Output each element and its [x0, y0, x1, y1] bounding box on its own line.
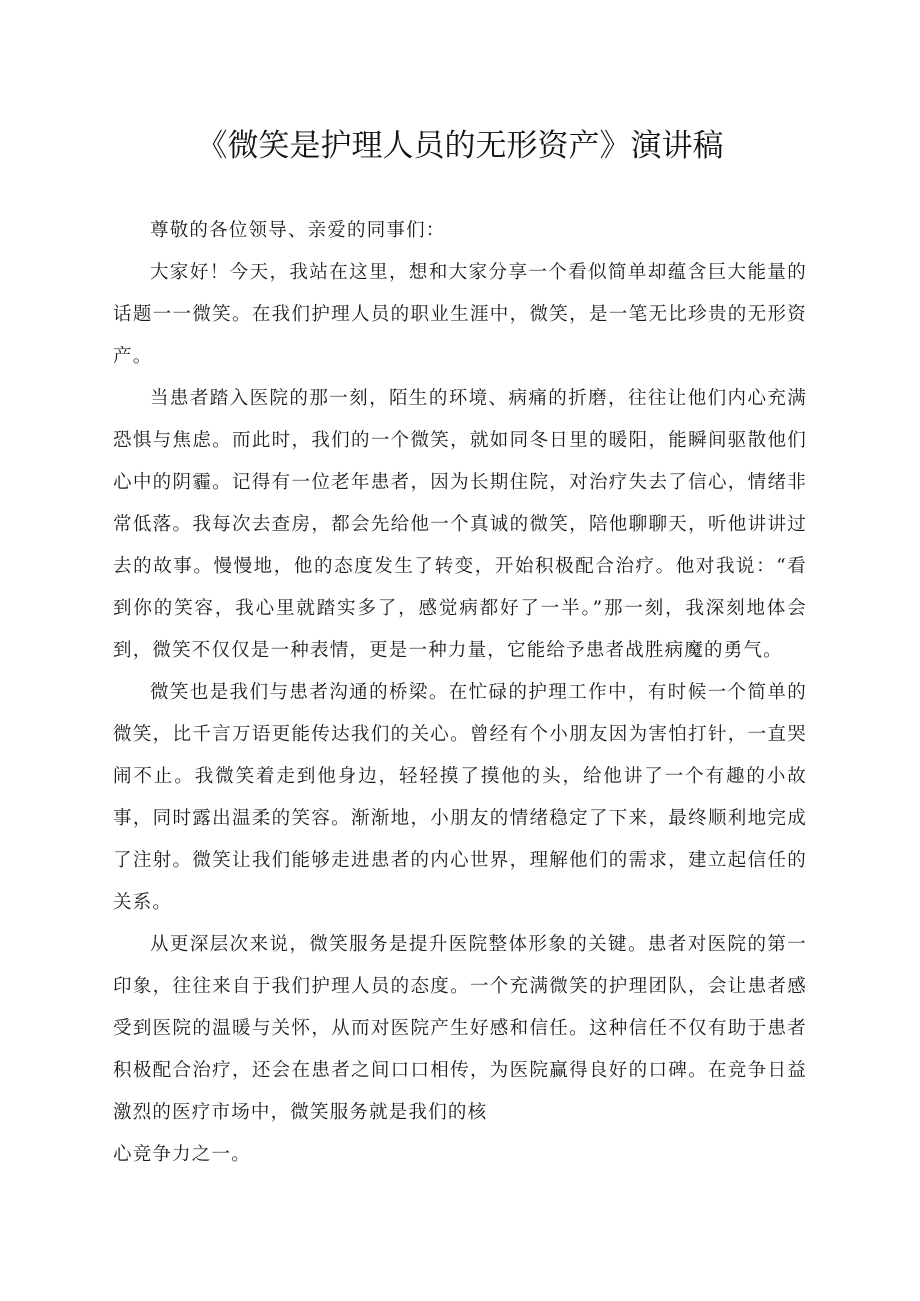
- document-body: [113, 210, 807, 1176]
- paragraph-2: 当患者踏入医院的那一刻，陌生的环境、病痛的折磨，往往让他们内心充满恐惧与焦虑。而此时，我们的一个微笑，就如同冬日里的暖阳，能瞬间驱散他们心中的阴霾。记得有一位老年患者，因为长期住院，对治疗失去了信心，情绪非常低落。我每次去查房，都会先给他一个真诚的微笑，陪他聊聊天，听他讲讲过去的故事。慢慢地，他的态度发生了转变，开始积极配合治疗。他对我说：“看到你的笑容，我心里就踏实多了，感觉病都好了一半。”那一刻，我深刻地体会到，微笑不仅仅是一种表情，更是一种力量，它能给予患者战胜病魔的勇气。: [113, 388, 807, 661]
- paragraph-1: 大家好！今天，我站在这里，想和大家分享一个看似简单却蕴含巨大能量的话题一一微笑。在我们护理人员的职业生涯中，微笑，是一笔无比珍贵的无形资产。: [113, 262, 807, 367]
- paragraph-4-continuation: 心竞争力之一。: [113, 1144, 251, 1165]
- greeting-line: 尊敬的各位领导、亲爱的同事们：: [150, 220, 446, 241]
- document-title: 《微笑是护理人员的无形资产》演讲稿: [196, 128, 724, 164]
- paragraph-3: 微笑也是我们与患者沟通的桥梁。在忙碌的护理工作中，有时候一个简单的微笑，比千言万语更能传达我们的关心。曾经有个小朋友因为害怕打针，一直哭闹不止。我微笑着走到他身边，轻轻摸了摸他的头，给他讲了一个有趣的小故事，同时露出温柔的笑容。渐渐地，小朋友的情绪稳定了下来，最终顺利地完成了注射。微笑让我们能够走进患者的内心世界，理解他们的需求，建立起信任的关系。: [113, 682, 807, 913]
- paragraph-4: 从更深层次来说，微笑服务是提升医院整体形象的关键。患者对医院的第一印象，往往来自于我们护理人员的态度。一个充满微笑的护理团队，会让患者感受到医院的温暖与关怀，从而对医院产生好感和信任。这种信任不仅有助于患者积极配合治疗，还会在患者之间口口相传，为医院赢得良好的口碑。在竞争日益激烈的医疗市场中，微笑服务就是我们的核: [113, 934, 807, 1123]
